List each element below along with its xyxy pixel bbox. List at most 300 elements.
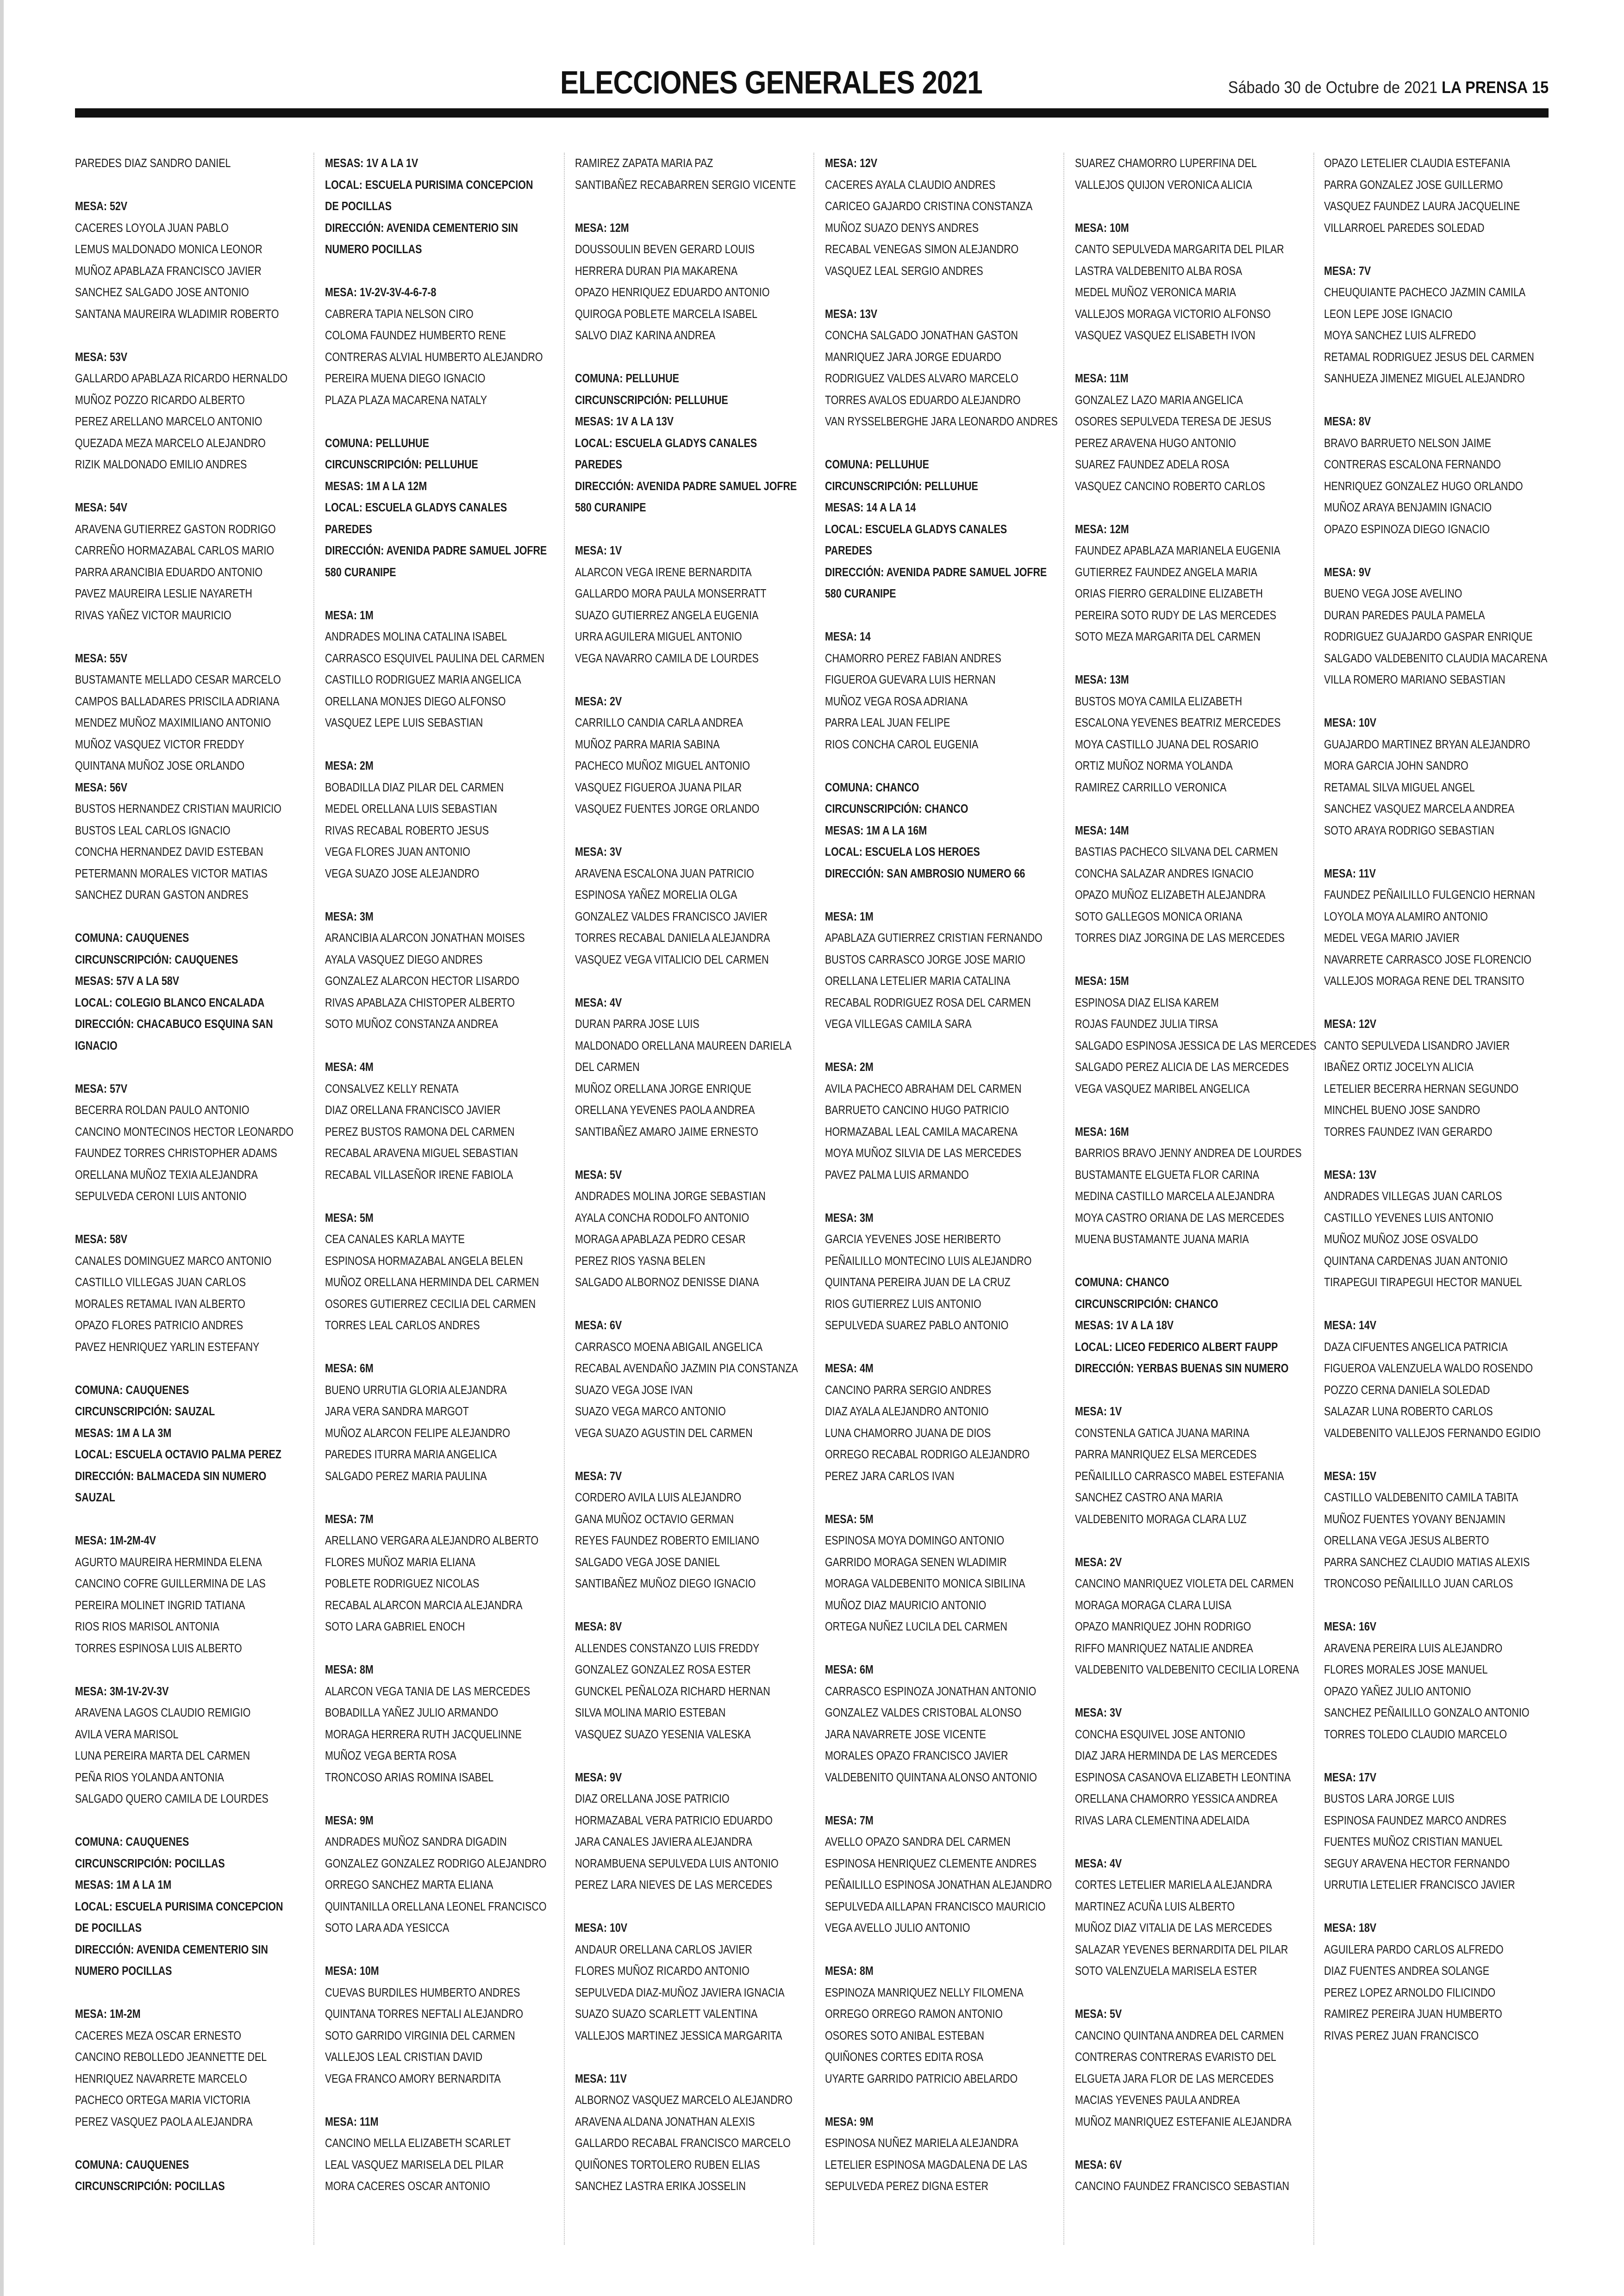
name-entry: ARANCIBIA ALARCON JONATHAN MOISES: [325, 932, 525, 945]
name-entry: ORELLANA MUÑOZ TEXIA ALEJANDRA: [75, 1168, 258, 1182]
name-entry: VALLEJOS MORAGA VICTORIO ALFONSO: [1075, 307, 1271, 321]
name-entry: ORELLANA YEVENES PAOLA ANDREA: [575, 1104, 755, 1117]
section-heading: MESA: 12M: [575, 221, 629, 235]
spacer: [75, 1358, 286, 1380]
spacer: [575, 196, 786, 218]
section-heading: MESA: 2M: [825, 1061, 874, 1074]
spacer: [1075, 1100, 1286, 1121]
section-heading: MESA: 1M: [825, 910, 874, 923]
spacer: [1324, 1294, 1535, 1315]
name-entry: CONSALVEZ KELLY RENATA: [325, 1082, 459, 1095]
name-entry: SANTIBAÑEZ MUÑOZ DIEGO IGNACIO: [575, 1577, 756, 1590]
name-entry: SUAREZ FAUNDEZ ADELA ROSA: [1075, 458, 1230, 471]
name-entry: ROJAS FAUNDEZ JULIA TIRSA: [1075, 1018, 1218, 1031]
spacer: [75, 1057, 286, 1078]
name-entry: RIFFO MANRIQUEZ NATALIE ANDREA: [1075, 1642, 1253, 1655]
name-entry: VEGA VASQUEZ MARIBEL ANGELICA: [1075, 1082, 1250, 1095]
name-entry: RECABAL ARAVENA MIGUEL SEBASTIAN: [325, 1147, 518, 1160]
section-heading: MESAS: 57V A LA 58V: [75, 975, 179, 988]
name-entry: ARAVENA ALDANA JONATHAN ALEXIS: [575, 2115, 755, 2128]
section-heading: LOCAL: COLEGIO BLANCO ENCALADA: [75, 996, 265, 1009]
name-entry: QUINTANA PEREIRA JUAN DE LA CRUZ: [825, 1276, 1011, 1289]
name-entry: CANCINO PARRA SERGIO ANDRES: [825, 1383, 992, 1397]
spacer: [325, 2090, 536, 2111]
column-divider: [313, 153, 315, 2245]
name-entry: FLORES MORALES JOSE MANUEL: [1324, 1663, 1488, 1676]
name-entry: BUENO VEGA JOSE AVELINO: [1324, 587, 1462, 600]
name-entry: BUSTAMANTE MELLADO CESAR MARCELO: [75, 673, 281, 686]
section-heading: MESA: 6M: [325, 1362, 374, 1375]
spacer: [325, 1939, 536, 1961]
name-entry: VASQUEZ FUENTES JORGE ORLANDO: [575, 803, 760, 815]
name-entry: ANDAUR ORELLANA CARLOS JAVIER: [575, 1943, 752, 1956]
name-entry: GARCIA YEVENES JOSE HERIBERTO: [825, 1233, 1001, 1246]
name-entry: PEÑAILILLO CARRASCO MABEL ESTEFANIA: [1075, 1469, 1284, 1483]
name-entry: CONTRERAS ESCALONA FERNANDO: [1324, 458, 1501, 471]
name-entry: CORDERO AVILA LUIS ALEJANDRO: [575, 1491, 742, 1504]
name-entry: CEA CANALES KARLA MAYTE: [325, 1233, 465, 1246]
name-entry: OSORES SOTO ANIBAL ESTEBAN: [825, 2029, 985, 2042]
name-entry: MACIAS YEVENES PAULA ANDREA: [1075, 2094, 1240, 2107]
name-entry: MORAGA VALDEBENITO MONICA SIBILINA: [825, 1577, 1025, 1590]
name-entry: DIAZ FUENTES ANDREA SOLANGE: [1324, 1965, 1490, 1978]
name-entry: CACERES AYALA CLAUDIO ANDRES: [825, 178, 996, 192]
name-entry: CANALES DOMINGUEZ MARCO ANTONIO: [75, 1254, 272, 1268]
name-entry: SUAREZ CHAMORRO LUPERFINA DEL: [1075, 157, 1257, 170]
name-entry: COLOMA FAUNDEZ HUMBERTO RENE: [325, 329, 506, 342]
spacer: [75, 476, 286, 498]
name-entry: VEGA SUAZO JOSE ALEJANDRO: [325, 867, 480, 880]
name-entry: CASTILLO VALDEBENITO CAMILA TABITA: [1324, 1491, 1518, 1504]
name-entry: CONCHA SALAZAR ANDRES IGNACIO: [1075, 867, 1254, 880]
name-entry: BASTIAS PACHECO SILVANA DEL CARMEN: [1075, 846, 1278, 859]
name-entry: RAMIREZ ZAPATA MARIA PAZ: [575, 157, 713, 170]
name-entry: MUÑOZ DIAZ VITALIA DE LAS MERCEDES: [1075, 1922, 1272, 1935]
name-entry: CARRASCO MOENA ABIGAIL ANGELICA: [575, 1340, 763, 1354]
name-entry: BARRUETO CANCINO HUGO PATRICIO: [825, 1104, 1009, 1117]
section-heading: MESA: 15M: [1075, 975, 1129, 988]
name-entry: PEREZ ARELLANO MARCELO ANTONIO: [75, 415, 262, 428]
section-heading: LOCAL: ESCUELA GLADYS CANALES: [825, 523, 1007, 536]
section-heading: PAREDES: [325, 523, 372, 536]
name-entry: SOTO GALLEGOS MONICA ORIANA: [1075, 910, 1243, 923]
section-heading: CIRCUNSCRIPCIÓN: CHANCO: [1075, 1297, 1218, 1311]
name-entry: DEL CARMEN: [575, 1061, 640, 1074]
name-entry: TORRES AVALOS EDUARDO ALEJANDRO: [825, 393, 1021, 407]
spacer: [1075, 648, 1286, 670]
name-entry: VALLEJOS LEAL CRISTIAN DAVID: [325, 2051, 483, 2064]
name-entry: ANDRADES MOLINA CATALINA ISABEL: [325, 630, 507, 643]
issue-date: Sábado 30 de Octubre de 2021: [1228, 78, 1437, 97]
name-entry: FAUNDEZ TORRES CHRISTOPHER ADAMS: [75, 1147, 277, 1160]
column-2: [325, 153, 547, 2197]
column-divider: [564, 153, 565, 2245]
spacer: [1324, 540, 1535, 562]
paper-name: LA PRENSA: [1441, 78, 1528, 97]
spacer: [575, 519, 786, 541]
masthead: [560, 59, 1549, 110]
spacer: [325, 1638, 536, 1660]
name-entry: MORAGA APABLAZA PEDRO CESAR: [575, 1233, 746, 1246]
name-entry: PACHECO MUÑOZ MIGUEL ANTONIO: [575, 759, 750, 772]
name-entry: VAN RYSSELBERGHE JARA LEONARDO ANDRES: [825, 415, 1058, 428]
section-heading: MESA: 14: [825, 630, 871, 643]
spacer: [75, 1509, 286, 1531]
section-heading: MESA: 14M: [1075, 824, 1129, 837]
section-heading: LOCAL: ESCUELA OCTAVIO PALMA PEREZ: [75, 1448, 281, 1461]
name-entry: FAUNDEZ APABLAZA MARIANELA EUGENIA: [1075, 544, 1280, 557]
name-entry: ALARCON VEGA IRENE BERNARDITA: [575, 566, 752, 579]
name-entry: ANDRADES VILLEGAS JUAN CARLOS: [1324, 1190, 1502, 1203]
name-entry: MANRIQUEZ JARA JORGE EDUARDO: [825, 350, 1001, 364]
name-entry: TORRES TOLEDO CLAUDIO MARCELO: [1324, 1728, 1507, 1741]
section-heading: PAREDES: [825, 544, 872, 557]
name-entry: QUEZADA MEZA MARCELO ALEJANDRO: [75, 436, 266, 450]
name-entry: BUENO URRUTIA GLORIA ALEJANDRA: [325, 1383, 507, 1397]
name-entry: BARRIOS BRAVO JENNY ANDREA DE LOURDES: [1075, 1147, 1302, 1160]
name-entry: MOYA CASTRO ORIANA DE LAS MERCEDES: [1075, 1211, 1284, 1225]
spacer: [325, 1186, 536, 1207]
name-entry: RIVAS PEREZ JUAN FRANCISCO: [1324, 2029, 1479, 2042]
spacer: [1324, 390, 1535, 411]
name-entry: RECABAL ALARCON MARCIA ALEJANDRA: [325, 1599, 523, 1612]
section-heading: DIRECCIÓN: AVENIDA CEMENTERIO SIN: [325, 221, 518, 235]
date-line: [1228, 78, 1549, 97]
name-entry: SALGADO VEGA JOSE DANIEL: [575, 1556, 720, 1569]
name-entry: DOUSSOULIN BEVEN GERARD LOUIS: [575, 243, 755, 256]
name-entry: FAUNDEZ PEÑAILILLO FULGENCIO HERNAN: [1324, 889, 1535, 902]
section-heading: MESA: 12V: [825, 157, 878, 170]
name-entry: ELGUETA JARA FLOR DE LAS MERCEDES: [1075, 2072, 1274, 2085]
name-entry: BUSTOS HERNANDEZ CRISTIAN MAURICIO: [75, 803, 281, 815]
name-entry: MUÑOZ DIAZ MAURICIO ANTONIO: [825, 1599, 987, 1612]
name-entry: MOYA CASTILLO JUANA DEL ROSARIO: [1075, 738, 1259, 751]
name-entry: CHAMORRO PEREZ FABIAN ANDRES: [825, 652, 1001, 665]
name-entry: IBAÑEZ ORTIZ JOCELYN ALICIA: [1324, 1061, 1474, 1074]
name-entry: DURAN PAREDES PAULA PAMELA: [1324, 609, 1485, 622]
section-heading: MESA: 7V: [1324, 264, 1371, 278]
name-entry: PEREZ VASQUEZ PAOLA ALEJANDRA: [75, 2115, 253, 2128]
section-heading: MESA: 55V: [75, 652, 128, 665]
name-entry: ALBORNOZ VASQUEZ MARCELO ALEJANDRO: [575, 2094, 793, 2107]
name-entry: BOBADILLA YAÑEZ JULIO ARMANDO: [325, 1706, 499, 1719]
name-entry: CORTES LETELIER MARIELA ALEJANDRA: [1075, 1879, 1272, 1892]
name-entry: APABLAZA GUTIERREZ CRISTIAN FERNANDO: [825, 932, 1043, 945]
name-entry: FUENTES MUÑOZ CRISTIAN MANUEL: [1324, 1836, 1503, 1848]
spacer: [825, 884, 1036, 906]
name-entry: OPAZO YAÑEZ JULIO ANTONIO: [1324, 1685, 1471, 1698]
spacer: [1324, 1143, 1535, 1164]
name-entry: AVILA PACHECO ABRAHAM DEL CARMEN: [825, 1082, 1022, 1095]
section-heading: MESA: 54V: [75, 501, 128, 514]
spacer: [75, 626, 286, 648]
section-heading: MESA: 8V: [575, 1620, 622, 1633]
name-entry: BUSTOS LARA JORGE LUIS: [1324, 1792, 1455, 1805]
name-entry: GONZALEZ ALARCON HECTOR LISARDO: [325, 975, 519, 988]
name-entry: BUSTOS LEAL CARLOS IGNACIO: [75, 824, 231, 837]
name-entry: OPAZO FLORES PATRICIO ANDRES: [75, 1319, 244, 1332]
name-entry: PARRA GONZALEZ JOSE GUILLERMO: [1324, 178, 1503, 192]
name-entry: MUÑOZ VASQUEZ VICTOR FREDDY: [75, 738, 244, 751]
section-heading: LOCAL: ESCUELA GLADYS CANALES: [325, 501, 507, 514]
name-entry: CONTRERAS CONTRERAS EVARISTO DEL: [1075, 2051, 1276, 2064]
section-heading: MESA: 6M: [825, 1663, 874, 1676]
name-entry: VALLEJOS MARTINEZ JESSICA MARGARITA: [575, 2029, 782, 2042]
spacer: [825, 282, 1036, 304]
name-entry: TIRAPEGUI TIRAPEGUI HECTOR MANUEL: [1324, 1276, 1522, 1289]
name-entry: VEGA NAVARRO CAMILA DE LOURDES: [575, 652, 759, 665]
name-entry: DIAZ AYALA ALEJANDRO ANTONIO: [825, 1405, 989, 1418]
header-rule: [75, 108, 1549, 118]
name-entry: RIZIK MALDONADO EMILIO ANDRES: [75, 458, 247, 471]
name-entry: RIOS RIOS MARISOL ANTONIA: [75, 1620, 219, 1633]
page-edge-shadow: [0, 0, 4, 2296]
section-heading: COMUNA: PELLUHUE: [325, 436, 429, 450]
name-entry: SUAZO SUAZO SCARLETT VALENTINA: [575, 2008, 758, 2021]
section-heading: LOCAL: ESCUELA PURISIMA CONCEPCION: [75, 1900, 283, 1913]
spacer: [825, 1337, 1036, 1358]
section-heading: MESA: 9M: [325, 1814, 374, 1827]
spacer: [1324, 992, 1535, 1014]
name-entry: TORRES LEAL CARLOS ANDRES: [325, 1319, 480, 1332]
name-entry: QUIROGA POBLETE MARCELA ISABEL: [575, 307, 758, 321]
name-entry: VASQUEZ SUAZO YESENIA VALESKA: [575, 1728, 751, 1741]
name-entry: SALGADO VALDEBENITO CLAUDIA MACARENA: [1324, 652, 1548, 665]
name-entry: VASQUEZ CANCINO ROBERTO CARLOS: [1075, 479, 1265, 493]
name-entry: TORRES FAUNDEZ IVAN GERARDO: [1324, 1125, 1493, 1139]
name-entry: MUÑOZ ARAYA BENJAMIN IGNACIO: [1324, 501, 1492, 514]
name-entry: SUAZO VEGA MARCO ANTONIO: [575, 1405, 726, 1418]
name-entry: VEGA FRANCO AMORY BERNARDITA: [325, 2072, 501, 2085]
section-heading: MESAS: 14 A LA 14: [825, 501, 916, 514]
section-heading: COMUNA: CHANCO: [825, 781, 919, 794]
spacer: [75, 174, 286, 196]
name-entry: DIAZ JARA HERMINDA DE LAS MERCEDES: [1075, 1749, 1277, 1762]
spacer: [825, 1638, 1036, 1660]
name-entry: PARRA SANCHEZ CLAUDIO MATIAS ALEXIS: [1324, 1556, 1530, 1569]
name-entry: GANA MUÑOZ OCTAVIO GERMAN: [575, 1512, 734, 1526]
name-entry: MORA CACERES OSCAR ANTONIO: [325, 2180, 490, 2193]
name-entry: CANCINO COFRE GUILLERMINA DE LAS: [75, 1577, 266, 1590]
name-entry: CANTO SEPULVEDA LISANDRO JAVIER: [1324, 1039, 1510, 1052]
name-entry: CONTRERAS ALVIAL HUMBERTO ALEJANDRO: [325, 350, 543, 364]
name-entry: MORALES OPAZO FRANCISCO JAVIER: [825, 1749, 1008, 1762]
name-entry: QUINTANA CARDENAS JUAN ANTONIO: [1324, 1254, 1508, 1268]
section-heading: MESA: 5M: [825, 1512, 874, 1526]
name-entry: SANCHEZ PEÑAILILLO GONZALO ANTONIO: [1324, 1706, 1530, 1719]
name-entry: MUÑOZ MUÑOZ JOSE OSVALDO: [1324, 1233, 1478, 1246]
name-entry: RIOS GUTIERREZ LUIS ANTONIO: [825, 1297, 981, 1311]
name-entry: TORRES ESPINOSA LUIS ALBERTO: [75, 1642, 242, 1655]
section-heading: MESA: 1V-2V-3V-4-6-7-8: [325, 286, 437, 299]
name-entry: SOTO MUÑOZ CONSTANZA ANDREA: [325, 1018, 499, 1031]
section-heading: MESA: 52V: [75, 200, 128, 213]
name-entry: SEPULVEDA PEREZ DIGNA ESTER: [825, 2180, 989, 2193]
section-heading: MESA: 18V: [1324, 1922, 1377, 1935]
section-heading: COMUNA: CAUQUENES: [75, 1836, 189, 1848]
name-entry: VASQUEZ FAUNDEZ LAURA JACQUELINE: [1324, 200, 1520, 213]
spacer: [825, 605, 1036, 627]
spacer: [1075, 1251, 1286, 1272]
name-entry: SEPULVEDA SUAREZ PABLO ANTONIO: [825, 1319, 1009, 1332]
name-entry: VALDEBENITO VALDEBENITO CECILIA LORENA: [1075, 1663, 1299, 1676]
name-entry: VILLA ROMERO MARIANO SEBASTIAN: [1324, 673, 1505, 686]
name-entry: ORTIZ MUÑOZ NORMA YOLANDA: [1075, 759, 1233, 772]
name-entry: QUINTANA MUÑOZ JOSE ORLANDO: [75, 759, 245, 772]
name-entry: SANCHEZ VASQUEZ MARCELA ANDREA: [1324, 803, 1515, 815]
section-heading: SAUZAL: [75, 1491, 115, 1504]
section-heading: MESAS: 1V A LA 13V: [575, 415, 674, 428]
spacer: [325, 734, 536, 756]
name-entry: ESPINOSA DIAZ ELISA KAREM: [1075, 996, 1219, 1009]
name-entry: CARICEO GAJARDO CRISTINA CONSTANZA: [825, 200, 1033, 213]
name-entry: PEREZ LARA NIEVES DE LAS MERCEDES: [575, 1879, 773, 1892]
name-entry: MINCHEL BUENO JOSE SANDRO: [1324, 1104, 1480, 1117]
spacer: [1075, 949, 1286, 971]
section-heading: CIRCUNSCRIPCIÓN: PELLUHUE: [325, 458, 478, 471]
name-entry: VALDEBENITO VALLEJOS FERNANDO EGIDIO: [1324, 1426, 1541, 1440]
name-entry: MEDEL MUÑOZ VERONICA MARIA: [1075, 286, 1236, 299]
section-heading: MESAS: 1M A LA 1M: [75, 1879, 172, 1892]
name-entry: PLAZA PLAZA MACARENA NATALY: [325, 393, 487, 407]
section-heading: MESA: 13V: [1324, 1168, 1377, 1182]
name-entry: HENRIQUEZ GONZALEZ HUGO ORLANDO: [1324, 479, 1523, 493]
name-entry: LETELIER BECERRA HERNAN SEGUNDO: [1324, 1082, 1519, 1095]
section-heading: MESA: 56V: [75, 781, 128, 794]
section-heading: COMUNA: CHANCO: [1075, 1276, 1169, 1289]
name-entry: VEGA AVELLO JULIO ANTONIO: [825, 1922, 970, 1935]
name-entry: ORREGO ORREGO RAMON ANTONIO: [825, 2008, 1003, 2021]
name-entry: MUÑOZ VEGA BERTA ROSA: [325, 1749, 456, 1762]
name-entry: CAMPOS BALLADARES PRISCILA ADRIANA: [75, 695, 280, 708]
section-heading: MESA: 15V: [1324, 1469, 1377, 1483]
section-heading: CIRCUNSCRIPCIÓN: PELLUHUE: [575, 393, 728, 407]
section-heading: COMUNA: CAUQUENES: [75, 1383, 189, 1397]
name-entry: CASTILLO VILLEGAS JUAN CARLOS: [75, 1276, 246, 1289]
section-heading: MESA: 5V: [575, 1168, 622, 1182]
section-heading: 580 CURANIPE: [325, 566, 396, 579]
name-entry: MORA GARCIA JOHN SANDRO: [1324, 759, 1468, 772]
name-entry: URRUTIA LETELIER FRANCISCO JAVIER: [1324, 1879, 1515, 1892]
name-entry: HORMAZABAL VERA PATRICIO EDUARDO: [575, 1814, 773, 1827]
name-entry: ESPINOSA FAUNDEZ MARCO ANDRES: [1324, 1814, 1506, 1827]
name-entry: ESCALONA YEVENES BEATRIZ MERCEDES: [1075, 716, 1281, 729]
spacer: [575, 1595, 786, 1617]
spacer: [1324, 691, 1535, 713]
name-entry: ARAVENA PEREIRA LUIS ALEJANDRO: [1324, 1642, 1503, 1655]
section-heading: LOCAL: ESCUELA LOS HEROES: [825, 846, 980, 859]
name-entry: TRONCOSO ARIAS ROMINA ISABEL: [325, 1771, 494, 1784]
name-entry: TORRES DIAZ JORGINA DE LAS MERCEDES: [1075, 932, 1285, 945]
name-entry: PEREZ RIOS YASNA BELEN: [575, 1254, 706, 1268]
section-heading: MESA: 17V: [1324, 1771, 1377, 1784]
name-entry: PEREZ BUSTOS RAMONA DEL CARMEN: [325, 1125, 515, 1139]
section-heading: MESA: 13M: [1075, 673, 1129, 686]
name-entry: CASTILLO RODRIGUEZ MARIA ANGELICA: [325, 673, 521, 686]
name-entry: ARAVENA GUTIERREZ GASTON RODRIGO: [75, 523, 276, 536]
spacer: [75, 2133, 286, 2154]
section-heading: COMUNA: CAUQUENES: [75, 2158, 189, 2172]
name-entry: PEREZ ARAVENA HUGO ANTONIO: [1075, 436, 1236, 450]
section-heading: MESA: 10M: [1075, 221, 1129, 235]
name-entry: BUSTOS CARRASCO JORGE JOSE MARIO: [825, 953, 1025, 966]
name-entry: RIVAS APABLAZA CHISTOPER ALBERTO: [325, 996, 515, 1009]
name-entry: ESPINOZA MANRIQUEZ NELLY FILOMENA: [825, 1986, 1024, 1999]
section-heading: COMUNA: PELLUHUE: [825, 458, 929, 471]
name-entry: PACHECO ORTEGA MARIA VICTORIA: [75, 2094, 250, 2107]
name-entry: LEON LEPE JOSE IGNACIO: [1324, 307, 1453, 321]
spacer: [575, 1294, 786, 1315]
name-entry: PARRA MANRIQUEZ ELSA MERCEDES: [1075, 1448, 1257, 1461]
name-entry: AGURTO MAUREIRA HERMINDA ELENA: [75, 1556, 262, 1569]
spacer: [1075, 497, 1286, 519]
name-entry: ARAVENA ESCALONA JUAN PATRICIO: [575, 867, 754, 880]
section-heading: CIRCUNSCRIPCIÓN: PELLUHUE: [825, 479, 978, 493]
name-entry: MUÑOZ VEGA ROSA ADRIANA: [825, 695, 968, 708]
section-heading: MESA: 57V: [75, 1082, 128, 1095]
name-entry: SANCHEZ LASTRA ERIKA JOSSELIN: [575, 2180, 746, 2193]
name-entry: VEGA VILLEGAS CAMILA SARA: [825, 1018, 972, 1031]
name-entry: FLORES MUÑOZ RICARDO ANTONIO: [575, 1965, 750, 1978]
spacer: [575, 1896, 786, 1918]
section-heading: LOCAL: ESCUELA GLADYS CANALES: [575, 436, 757, 450]
name-entry: RIVAS RECABAL ROBERTO JESUS: [325, 824, 489, 837]
column-5: [1075, 153, 1317, 2197]
name-entry: JARA VERA SANDRA MARGOT: [325, 1405, 469, 1418]
section-heading: DIRECCIÓN: AVENIDA PADRE SAMUEL JOFRE: [825, 566, 1047, 579]
section-heading: DIRECCIÓN: AVENIDA PADRE SAMUEL JOFRE: [325, 544, 547, 557]
section-heading: MESA: 4M: [325, 1061, 374, 1074]
name-entry: POBLETE RODRIGUEZ NICOLAS: [325, 1577, 480, 1590]
name-entry: PEÑA RIOS YOLANDA ANTONIA: [75, 1771, 224, 1784]
name-entry: RECABAL RODRIGUEZ ROSA DEL CARMEN: [825, 996, 1031, 1009]
column-6: [1324, 153, 1548, 2047]
name-entry: MUÑOZ APABLAZA FRANCISCO JAVIER: [75, 264, 262, 278]
name-entry: LEAL VASQUEZ MARISELA DEL PILAR: [325, 2158, 504, 2172]
name-entry: FIGUEROA VALENZUELA WALDO ROSENDO: [1324, 1362, 1533, 1375]
column-divider: [1313, 153, 1315, 2245]
name-entry: BUSTAMANTE ELGUETA FLOR CARINA: [1075, 1168, 1259, 1182]
section-heading: MESA: 10V: [1324, 716, 1377, 729]
name-entry: OSORES SEPULVEDA TERESA DE JESUS: [1075, 415, 1272, 428]
spacer: [575, 669, 786, 691]
name-entry: MUÑOZ SUAZO DENYS ANDRES: [825, 221, 979, 235]
section-heading: MESA: 1M-2M: [75, 2008, 141, 2021]
section-heading: MESA: 4M: [825, 1362, 874, 1375]
section-heading: 580 CURANIPE: [825, 587, 896, 600]
spacer: [75, 1982, 286, 2004]
name-entry: GUTIERREZ FAUNDEZ ANGELA MARIA: [1075, 566, 1257, 579]
section-heading: MESA: 53V: [75, 350, 128, 364]
name-entry: AVELLO OPAZO SANDRA DEL CARMEN: [825, 1836, 1011, 1848]
name-entry: MENDEZ MUÑOZ MAXIMILIANO ANTONIO: [75, 716, 271, 729]
name-entry: ORTEGA NUÑEZ LUCILA DEL CARMEN: [825, 1620, 1007, 1633]
section-heading: CIRCUNSCRIPCIÓN: POCILLAS: [75, 1857, 225, 1870]
name-entry: VASQUEZ VASQUEZ ELISABETH IVON: [1075, 329, 1255, 342]
section-heading: DIRECCIÓN: YERBAS BUENAS SIN NUMERO: [1075, 1362, 1289, 1375]
name-entry: SEPULVEDA DIAZ-MUÑOZ JAVIERA IGNACIA: [575, 1986, 785, 1999]
name-entry: GONZALEZ VALDES CRISTOBAL ALONSO: [825, 1706, 1022, 1719]
section-heading: MESA: 2V: [1075, 1556, 1122, 1569]
name-entry: HERRERA DURAN PIA MAKARENA: [575, 264, 738, 278]
name-entry: SOTO VALENZUELA MARISELA ESTER: [1075, 1965, 1257, 1978]
section-heading: MESA: 5M: [325, 1211, 374, 1225]
name-entry: SOTO LARA GABRIEL ENOCH: [325, 1620, 465, 1633]
spacer: [1324, 1595, 1535, 1617]
name-entry: CONCHA HERNANDEZ DAVID ESTEBAN: [75, 846, 263, 859]
section-heading: LOCAL: LICEO FEDERICO ALBERT FAUPP: [1075, 1340, 1278, 1354]
name-entry: OSORES GUTIERREZ CECILIA DEL CARMEN: [325, 1297, 536, 1311]
